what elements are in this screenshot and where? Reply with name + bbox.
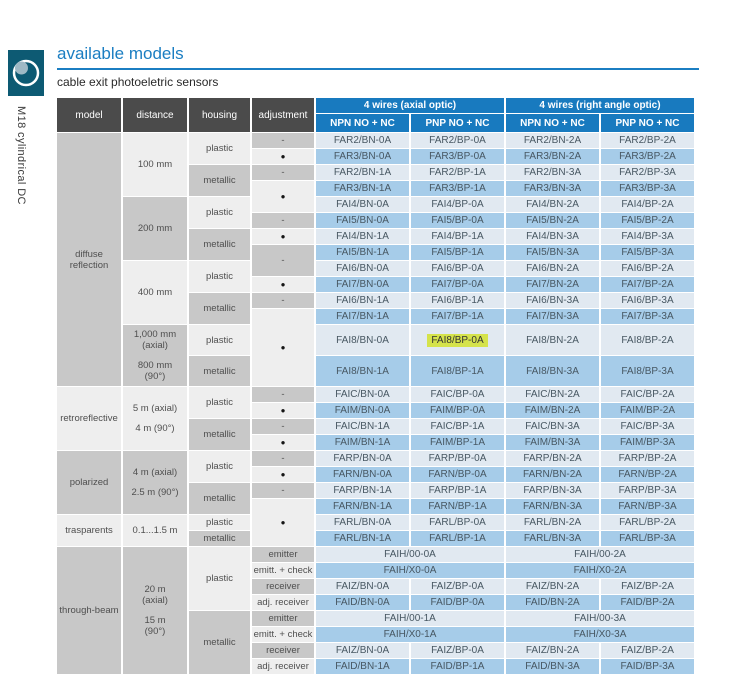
distance-cell: 1,000 mm (axial) 800 mm (90°)	[123, 325, 187, 386]
model-code-cell: FAI7/BP-1A	[411, 309, 504, 324]
adjustment-cell: emitter	[252, 611, 314, 626]
model-code-cell: FAI7/BP-2A	[601, 277, 694, 292]
model-code-cell: FAI7/BP-0A	[411, 277, 504, 292]
model-code-cell: FAI4/BP-2A	[601, 197, 694, 212]
model-code-cell: FAI8/BP-3A	[601, 356, 694, 386]
table-row	[57, 261, 694, 276]
model-code-cell: FAIH/X0-0A	[316, 563, 504, 578]
model-code-cell: FAIM/BP-3A	[601, 435, 694, 450]
model-code-cell: FAI5/BP-1A	[411, 245, 504, 260]
model-code-cell: FAI7/BP-3A	[601, 309, 694, 324]
model-code-cell: FAIC/BN-0A	[316, 387, 409, 402]
subheader-pnp-right-angle: PNP NO + NC	[601, 114, 694, 132]
table-row	[57, 197, 694, 212]
model-cell: diffuse reflection	[57, 133, 121, 386]
model-code-cell: FAI6/BN-1A	[316, 293, 409, 308]
model-code-cell: FAID/BP-0A	[411, 595, 504, 610]
adjustment-cell: receiver	[252, 579, 314, 594]
highlighted-model-code: FAI8/BP-0A	[427, 334, 487, 347]
table-body	[57, 133, 694, 674]
model-code-cell: FAIC/BP-3A	[601, 419, 694, 434]
adjustment-cell: emitt. + check	[253, 565, 313, 576]
model-code-cell: FAR3/BN-0A	[316, 149, 409, 164]
model-code-cell: FAI6/BP-1A	[411, 293, 504, 308]
adjustment-cell: -	[252, 133, 314, 148]
table-row	[57, 133, 694, 148]
model-code-cell: FAID/BP-1A	[411, 659, 504, 674]
model-code-cell: FAI5/BN-0A	[316, 213, 409, 228]
model-code-cell: FAI6/BN-0A	[316, 261, 409, 276]
model-code-cell: FAR3/BN-3A	[506, 181, 599, 196]
distance-cell: 20 m (axial) 15 m (90°)	[123, 547, 187, 674]
model-code-cell: FAIM/BN-0A	[316, 403, 409, 418]
model-code-cell: FAID/BN-3A	[506, 659, 599, 674]
column-header-housing: housing	[189, 98, 250, 132]
group-header-axial-optic: 4 wires (axial optic)	[316, 98, 504, 113]
model-code-cell: FAIM/BP-0A	[411, 403, 504, 418]
model-code-cell: FAIM/BP-1A	[411, 435, 504, 450]
model-code-cell: FAR2/BN-0A	[316, 133, 409, 148]
model-code-cell: FAIC/BN-2A	[506, 387, 599, 402]
model-code-cell: FARL/BN-0A	[316, 515, 409, 530]
model-code-cell: FAID/BN-1A	[316, 659, 409, 674]
adjustment-cell: adj. receiver	[252, 595, 314, 610]
adjustment-cell: ●	[252, 277, 314, 292]
model-code-cell: FAID/BN-0A	[316, 595, 409, 610]
model-code-cell: FARN/BN-1A	[316, 499, 409, 514]
model-code-cell: FAR2/BN-3A	[506, 165, 599, 180]
model-code-cell: FARL/BN-2A	[506, 515, 599, 530]
model-code-cell: FAI5/BP-0A	[411, 213, 504, 228]
model-code-cell: FAIC/BP-0A	[411, 387, 504, 402]
model-code-cell: FAID/BP-2A	[601, 595, 694, 610]
adjustment-cell: ●	[252, 435, 314, 450]
content-area	[57, 44, 701, 675]
model-code-cell: FAI8/BN-1A	[316, 356, 409, 386]
distance-cell: 5 m (axial) 4 m (90°)	[123, 387, 187, 450]
model-code-cell: FAIM/BN-3A	[506, 435, 599, 450]
model-code-cell: FAI5/BN-1A	[316, 245, 409, 260]
model-code-cell: FAIZ/BP-2A	[601, 643, 694, 658]
model-code-cell: FAI5/BP-2A	[601, 213, 694, 228]
model-code-cell: FAIM/BP-2A	[601, 403, 694, 418]
column-header-model: model	[57, 98, 121, 132]
model-code-cell: FAR3/BN-1A	[316, 181, 409, 196]
model-code-cell: FARP/BN-2A	[506, 451, 599, 466]
housing-cell: metallic	[189, 483, 250, 514]
model-code-cell: FAR3/BP-0A	[411, 149, 504, 164]
model-code-cell: FAR2/BP-1A	[411, 165, 504, 180]
adjustment-cell: receiver	[252, 643, 314, 658]
model-code-cell: FAIZ/BP-2A	[601, 579, 694, 594]
adjustment-cell: ●	[252, 467, 314, 482]
model-code-cell: FAIH/X0-3A	[506, 627, 694, 642]
model-code-cell: FAR3/BP-3A	[601, 181, 694, 196]
model-code-cell: FAI8/BN-0A	[316, 325, 409, 355]
subheader-npn-right-angle: NPN NO + NC	[506, 114, 599, 132]
model-code-cell: FAIC/BP-2A	[601, 387, 694, 402]
distance-cell: 4 m (axial) 2.5 m (90°)	[123, 451, 187, 514]
model-code-cell: FAI6/BP-0A	[411, 261, 504, 276]
model-code-cell: FARN/BP-0A	[411, 467, 504, 482]
model-code-cell: FAI5/BP-3A	[601, 245, 694, 260]
distance-cell: 100 mm	[123, 133, 187, 196]
model-code-cell: FARL/BP-1A	[411, 531, 504, 546]
table-row	[57, 387, 694, 402]
model-code-cell: FARP/BN-3A	[506, 483, 599, 498]
housing-cell: metallic	[189, 356, 250, 386]
distance-cell: 0.1...1.5 m	[123, 515, 187, 546]
model-code-cell: FARP/BP-0A	[411, 451, 504, 466]
model-code-cell: FAI4/BP-3A	[601, 229, 694, 244]
adjustment-cell: emitter	[252, 547, 314, 562]
column-header-distance: distance	[123, 98, 187, 132]
adjustment-cell: -	[252, 165, 314, 180]
model-code-cell: FAI7/BN-3A	[506, 309, 599, 324]
housing-cell: metallic	[189, 229, 250, 260]
housing-cell: metallic	[189, 531, 250, 546]
adjustment-cell: ●	[252, 181, 314, 212]
housing-cell: plastic	[189, 515, 250, 530]
model-code-cell: FAID/BP-3A	[601, 659, 694, 674]
model-code-cell: FAI5/BN-3A	[506, 245, 599, 260]
model-code-cell: FAI6/BP-2A	[601, 261, 694, 276]
model-code-cell: FAIH/00-0A	[316, 547, 504, 562]
model-code-cell: FAR3/BN-2A	[506, 149, 599, 164]
model-code-cell: FAID/BN-2A	[506, 595, 599, 610]
left-sidebar	[8, 50, 52, 205]
adjustment-cell: -	[252, 245, 314, 276]
model-code-cell: FAI6/BP-3A	[601, 293, 694, 308]
model-code-cell: FAIZ/BP-0A	[411, 643, 504, 658]
model-code-cell: FAIC/BN-3A	[506, 419, 599, 434]
housing-cell: metallic	[189, 419, 250, 450]
housing-cell: plastic	[189, 387, 250, 418]
sensor-lens-icon	[8, 50, 44, 96]
models-table	[55, 97, 696, 675]
table-row	[57, 325, 694, 355]
distance-cell: 400 mm	[123, 261, 187, 324]
model-code-cell: FARN/BP-1A	[411, 499, 504, 514]
housing-cell: plastic	[189, 547, 250, 610]
adjustment-cell: adj. receiver	[252, 659, 314, 674]
model-code-cell: FAR3/BP-1A	[411, 181, 504, 196]
adjustment-cell: ●	[252, 403, 314, 418]
table-row	[57, 515, 694, 530]
model-code-cell: FARP/BN-0A	[316, 451, 409, 466]
title-underline	[57, 68, 699, 70]
model-code-cell: FAR2/BN-1A	[316, 165, 409, 180]
adjustment-cell: -	[252, 213, 314, 228]
adjustment-cell: ●	[252, 499, 314, 546]
housing-cell: metallic	[189, 293, 250, 324]
subheader-npn-axial: NPN NO + NC	[316, 114, 409, 132]
housing-cell: metallic	[189, 611, 250, 674]
model-code-cell: FAI6/BN-3A	[506, 293, 599, 308]
model-code-cell: FARP/BP-2A	[601, 451, 694, 466]
model-code-cell: FAIZ/BN-2A	[506, 579, 599, 594]
model-code-cell: FAI5/BN-2A	[506, 213, 599, 228]
model-code-cell: FARN/BN-0A	[316, 467, 409, 482]
column-header-adjustment: adjustment	[252, 98, 314, 132]
page-subtitle: cable exit photoeletric sensors	[57, 75, 219, 89]
model-cell: trasparents	[57, 515, 121, 546]
model-code-cell: FARL/BP-0A	[411, 515, 504, 530]
model-code-cell: FARL/BN-1A	[316, 531, 409, 546]
model-code-cell: FAR3/BP-2A	[601, 149, 694, 164]
model-code-cell: FAI4/BP-0A	[411, 197, 504, 212]
adjustment-cell: emitt. + check	[253, 629, 313, 640]
model-code-cell: FARL/BP-2A	[601, 515, 694, 530]
adjustment-cell: -	[252, 387, 314, 402]
model-code-cell: FAR2/BP-3A	[601, 165, 694, 180]
model-code-cell: FAI6/BN-2A	[506, 261, 599, 276]
model-code-cell: FARL/BP-3A	[601, 531, 694, 546]
model-code-cell: FAIH/X0-2A	[506, 563, 694, 578]
model-code-cell: FARL/BN-3A	[506, 531, 599, 546]
model-code-cell: FAIH/00-1A	[316, 611, 504, 626]
model-cell: retroreflective	[57, 387, 121, 450]
model-code-cell: FAI7/BN-2A	[506, 277, 599, 292]
model-code-cell: FAIZ/BN-0A	[316, 643, 409, 658]
model-code-cell	[411, 325, 504, 355]
adjustment-cell: ●	[252, 149, 314, 164]
model-code-cell: FAI8/BN-3A	[506, 356, 599, 386]
table-row	[57, 451, 694, 466]
model-code-cell: FARN/BP-2A	[601, 467, 694, 482]
subheader-pnp-axial: PNP NO + NC	[411, 114, 504, 132]
model-code-cell: FAIM/BN-1A	[316, 435, 409, 450]
housing-cell: plastic	[189, 133, 250, 164]
model-code-cell: FAIH/00-2A	[506, 547, 694, 562]
adjustment-cell: -	[252, 293, 314, 308]
model-code-cell: FAIZ/BP-0A	[411, 579, 504, 594]
model-code-cell: FARP/BN-1A	[316, 483, 409, 498]
model-code-cell: FARN/BP-3A	[601, 499, 694, 514]
model-code-cell: FAR2/BP-2A	[601, 133, 694, 148]
model-code-cell: FAI7/BN-1A	[316, 309, 409, 324]
model-code-cell: FAIZ/BN-2A	[506, 643, 599, 658]
model-code-cell: FAIH/X0-1A	[316, 627, 504, 642]
housing-cell: plastic	[189, 197, 250, 228]
model-code-cell: FAR2/BP-0A	[411, 133, 504, 148]
model-code-cell: FAI7/BN-0A	[316, 277, 409, 292]
model-code-cell: FARP/BP-1A	[411, 483, 504, 498]
model-cell: through-beam	[57, 547, 121, 674]
model-code-cell: FAIC/BN-1A	[316, 419, 409, 434]
housing-cell: metallic	[189, 165, 250, 196]
model-code-cell: FAI8/BN-2A	[506, 325, 599, 355]
model-code-cell: FAIZ/BN-0A	[316, 579, 409, 594]
model-code-cell: FARN/BN-3A	[506, 499, 599, 514]
model-code-cell: FAI8/BP-1A	[411, 356, 504, 386]
model-code-cell: FAI4/BN-2A	[506, 197, 599, 212]
model-code-cell: FARP/BP-3A	[601, 483, 694, 498]
model-code-cell: FAIC/BP-1A	[411, 419, 504, 434]
table-row	[57, 547, 694, 562]
adjustment-cell: ●	[252, 229, 314, 244]
model-code-cell: FARN/BN-2A	[506, 467, 599, 482]
group-header-right-angle-optic: 4 wires (right angle optic)	[506, 98, 694, 113]
distance-cell: 200 mm	[123, 197, 187, 260]
model-code-cell: FAI4/BP-1A	[411, 229, 504, 244]
model-code-cell: FAI4/BN-0A	[316, 197, 409, 212]
model-code-cell: FAIH/00-3A	[506, 611, 694, 626]
page-title: available models	[57, 44, 184, 63]
housing-cell: plastic	[189, 261, 250, 292]
model-code-cell: FAR2/BN-2A	[506, 133, 599, 148]
housing-cell: plastic	[189, 325, 250, 355]
adjustment-cell: -	[252, 451, 314, 466]
model-code-cell: FAI4/BN-1A	[316, 229, 409, 244]
model-cell: polarized	[57, 451, 121, 514]
adjustment-cell: -	[252, 419, 314, 434]
model-code-cell: FAIM/BN-2A	[506, 403, 599, 418]
adjustment-cell: ●	[252, 309, 314, 386]
housing-cell: plastic	[189, 451, 250, 482]
model-code-cell: FAI4/BN-3A	[506, 229, 599, 244]
model-code-cell: FAI8/BP-2A	[601, 325, 694, 355]
sidebar-vertical-label: M18 cylindrical DC	[15, 106, 27, 205]
table-header	[57, 98, 694, 132]
adjustment-cell: -	[252, 483, 314, 498]
